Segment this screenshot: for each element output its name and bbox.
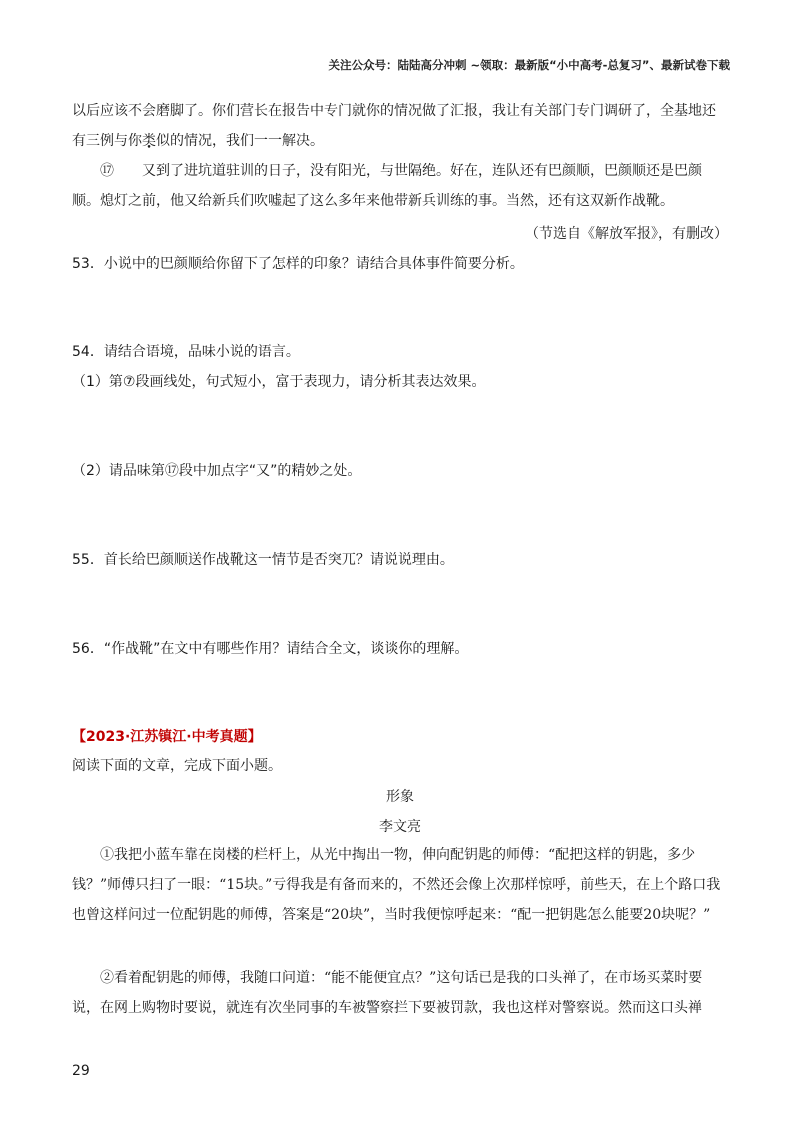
question-56: 56．“作战靴”在文中有哪些作用？请结合全文，谈谈你的理解。 (72, 641, 469, 657)
question-54-2: （2）请品味第⑰段中加点字“又”的精妙之处。 (72, 463, 362, 479)
paragraph-text: 到了进坑道驻训的日子，没有阳光，与世隔绝。好在，连队还有巴颜顺，巴颜顺还是巴颜顺。熄灯之前，他又给新兵们吹嘘起了这么多年来他带新兵训练的事。当然，还有这双新作战靴。 (72, 163, 702, 209)
passage-paragraph-17 (72, 156, 728, 216)
article-title: 形象 (386, 789, 414, 805)
question-54: 54．请结合语境，品味小说的语言。 (72, 344, 300, 360)
article-paragraph-1: ①我把小蓝车靠在岗楼的栏杆上，从光中掏出一物，伸向配钥匙的师傅：“配把这样的钥匙，多少钱？”师傅只扫了一眼：“15块。”亏得我是有备而来的，不然还会像上次那样惊呼，前些天，在上个路口我也曾这样问过一位配钥匙的师傅，答案是“20块”，当时我便惊呼起来：“配一把钥匙怎么能要20块呢？” (72, 847, 721, 923)
question-54-1: （1）第⑦段画线处，句式短小，富于表现力，请分析其表达效果。 (72, 374, 486, 390)
article-author: 李文亮 (379, 819, 421, 835)
emphasis-dotted-char: 又 (142, 163, 156, 179)
page-number: 29 (72, 1063, 90, 1079)
exam-source-tag: 【2023·江苏镇江·中考真题】 (72, 729, 262, 745)
question-55: 55．首长给巴颜顺送作战靴这一情节是否突兀？请说说理由。 (72, 552, 454, 568)
question-53: 53．小说中的巴颜顺给你留下了怎样的印象？请结合具体事件简要分析。 (72, 256, 524, 272)
article-paragraph-2: ②看着配钥匙的师傅，我随口问道：“能不能便宜点？”这句话已是我的口头禅了，在市场买菜时要说，在网上购物时要说，就连有次坐同事的车被警察拦下要被罚款，我也这样对警察说。然而这口头禅 (72, 970, 703, 1016)
passage-continuation: 以后应该不会磨脚了。你们营长在报告中专门就你的情况做了汇报，我让有关部门专门调研了，全基地还有三例与你类似的情况，我们一一解决。 (72, 103, 716, 149)
page-header: 关注公众号：陆陆高分冲刺 ~领取：最新版“小中高考-总复习”、最新试卷下载 (328, 58, 730, 72)
paragraph-number: ⑰ (100, 163, 114, 179)
reading-instruction: 阅读下面的文章，完成下面小题。 (72, 758, 282, 774)
source-note: （节选自《解放军报》，有删改） (525, 226, 728, 242)
